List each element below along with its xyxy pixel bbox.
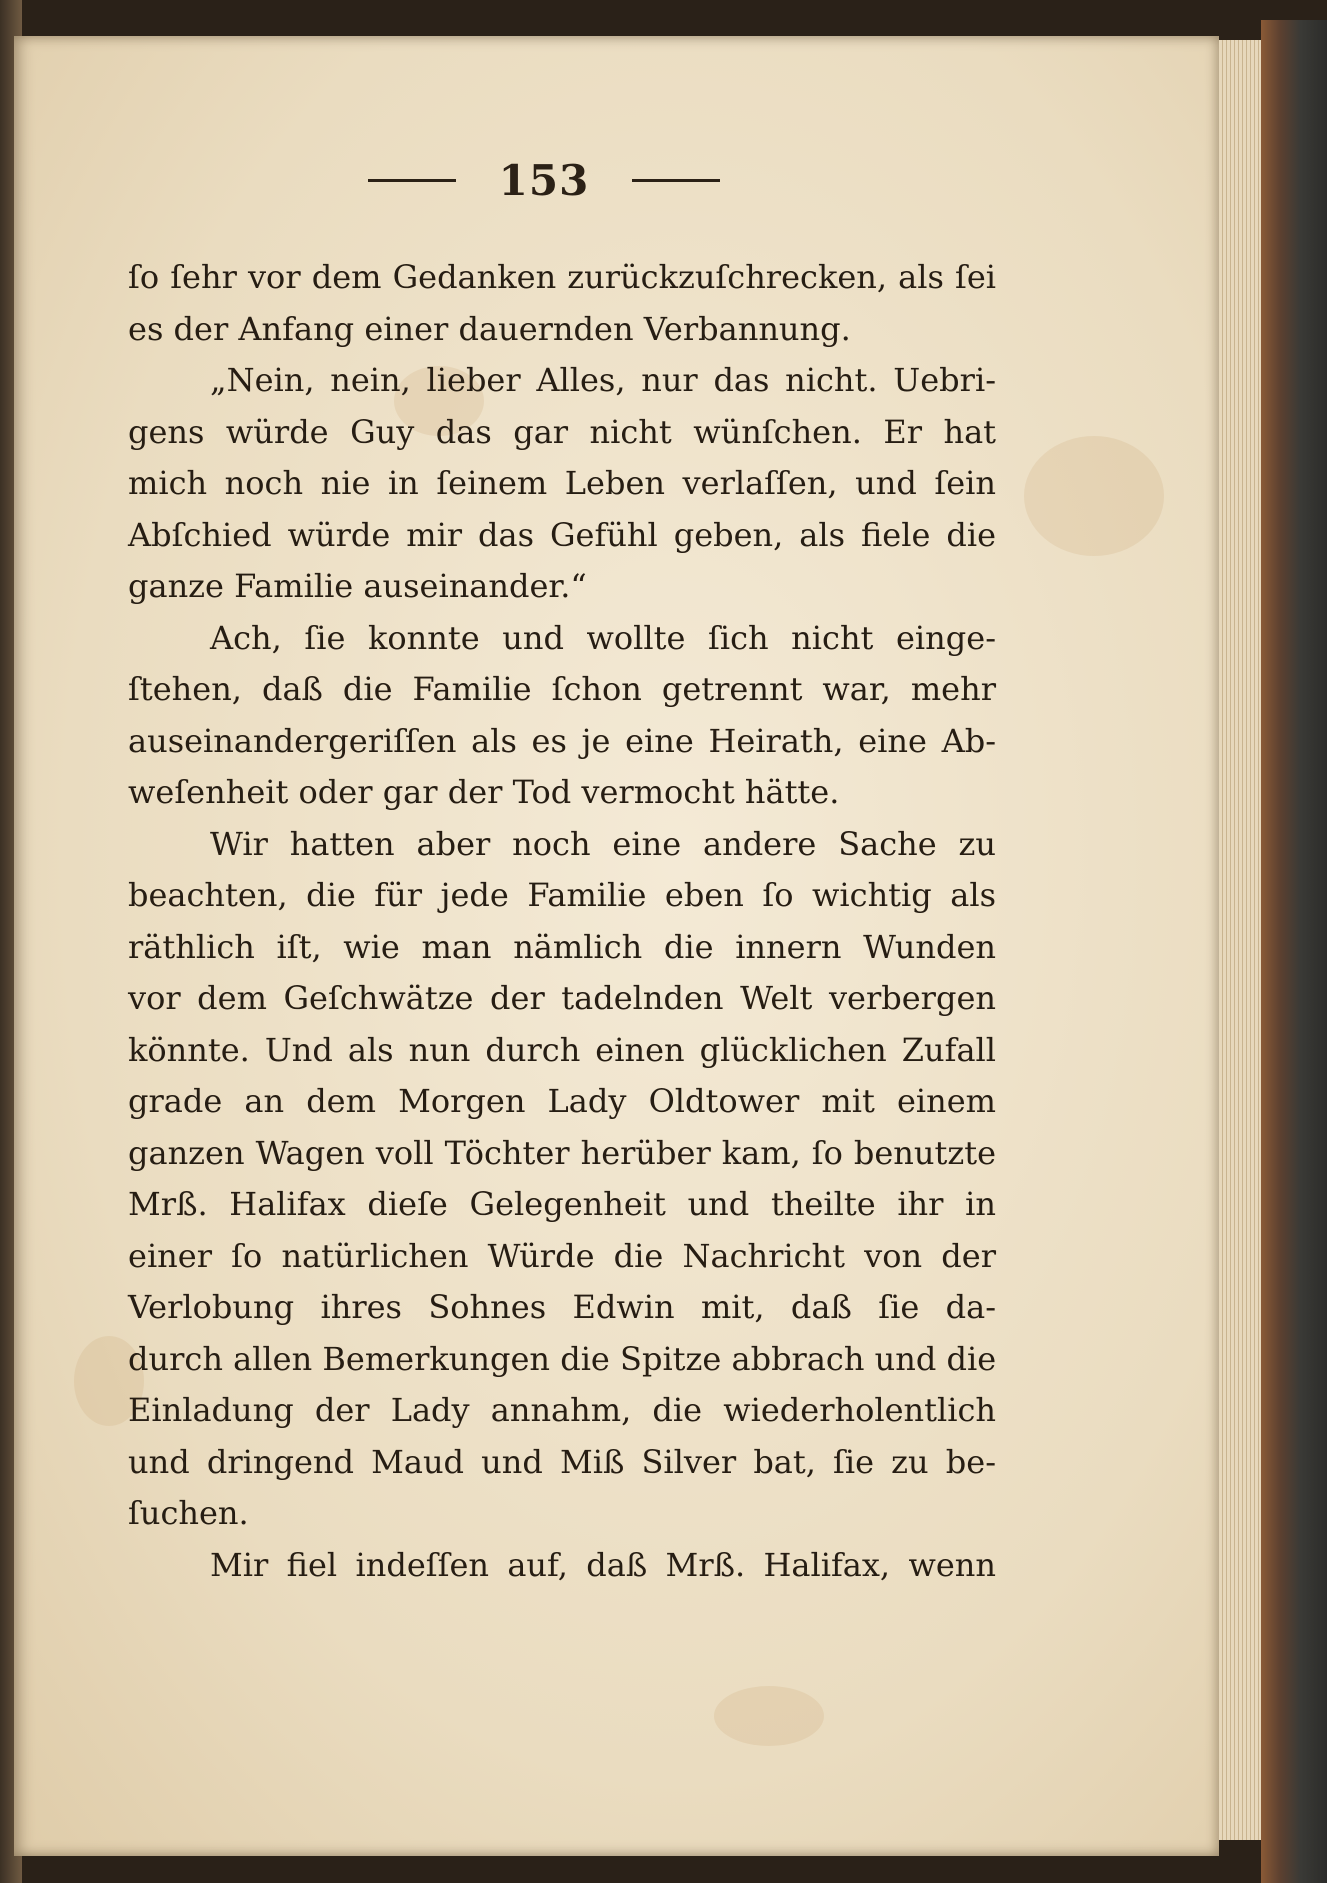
page-edges <box>1219 40 1261 1840</box>
text-line: ſtehen, daß die Familie ſchon getrennt war, mehr <box>128 670 996 708</box>
text-line: Mrß. Halifax dieſe Gelegenheit und theilte ihr in <box>128 1185 996 1223</box>
page-number: 153 <box>498 155 590 205</box>
text-line: könnte. Und als nun durch einen glücklichen Zufall <box>128 1030 996 1069</box>
paper-stain <box>1024 436 1164 556</box>
text-line: grade an dem Morgen Lady Oldtower mit einem <box>128 1082 996 1120</box>
text-line: vor dem Geſchwätze der tadelnden Welt verbergen <box>128 979 996 1017</box>
text-line: und dringend Maud und Miß Silver bat, ſie zu be- <box>128 1442 996 1481</box>
text-line: es der Anfang einer dauernden Verbannung. <box>128 309 851 348</box>
text-line: mich noch nie in ſeinem Leben verlaſſen, und ſein <box>128 464 996 502</box>
text-line: auseinandergeriſſen als es je eine Heirath, eine Ab- <box>128 721 996 760</box>
text-line: gens würde Guy das gar nicht wünſchen. Er hat <box>128 412 996 451</box>
text-line: ganze Familie auseinander.“ <box>128 567 587 605</box>
text-line: „Nein, nein, lieber Alles, nur das nicht. Uebri- <box>210 361 996 399</box>
text-line: durch allen Bemerkungen die Spitze abbrach und die <box>128 1339 997 1378</box>
header-rule-left <box>368 179 456 182</box>
book-cover-right <box>1261 20 1327 1883</box>
page-header <box>368 150 720 210</box>
text-line: Mir fiel indeſſen auf, daß Mrß. Halifax, wenn <box>210 1545 996 1584</box>
text-line: räthlich iſt, wie man nämlich die innern Wunden <box>128 927 996 966</box>
text-line: einer ſo natürlichen Würde die Nachricht von der <box>128 1236 996 1275</box>
text-line: ſo ſehr vor dem Gedanken zurückzuſchrecken, als ſei <box>128 258 996 296</box>
text-line: Wir hatten aber noch eine andere Sache zu <box>210 824 996 863</box>
text-line: Einladung der Lady annahm, die wiederholentlich <box>128 1391 996 1429</box>
text-line: ganzen Wagen voll Töchter herüber kam, ſo benutzte <box>128 1133 996 1172</box>
text-line: weſenheit oder gar der Tod vermocht hätte. <box>128 773 840 811</box>
paper-stain <box>714 1686 824 1746</box>
text-line: beachten, die für jede Familie eben ſo wichtig als <box>128 876 996 914</box>
text-line: Verlobung ihres Sohnes Edwin mit, daß ſie da- <box>128 1288 996 1326</box>
text-line: Ach, ſie konnte und wollte ſich nicht einge- <box>210 618 996 657</box>
header-rule-right <box>632 179 720 182</box>
text-line: Abſchied würde mir das Gefühl geben, als fiele die <box>128 515 996 554</box>
text-line: ſuchen. <box>128 1494 249 1532</box>
body-text <box>128 252 996 1591</box>
